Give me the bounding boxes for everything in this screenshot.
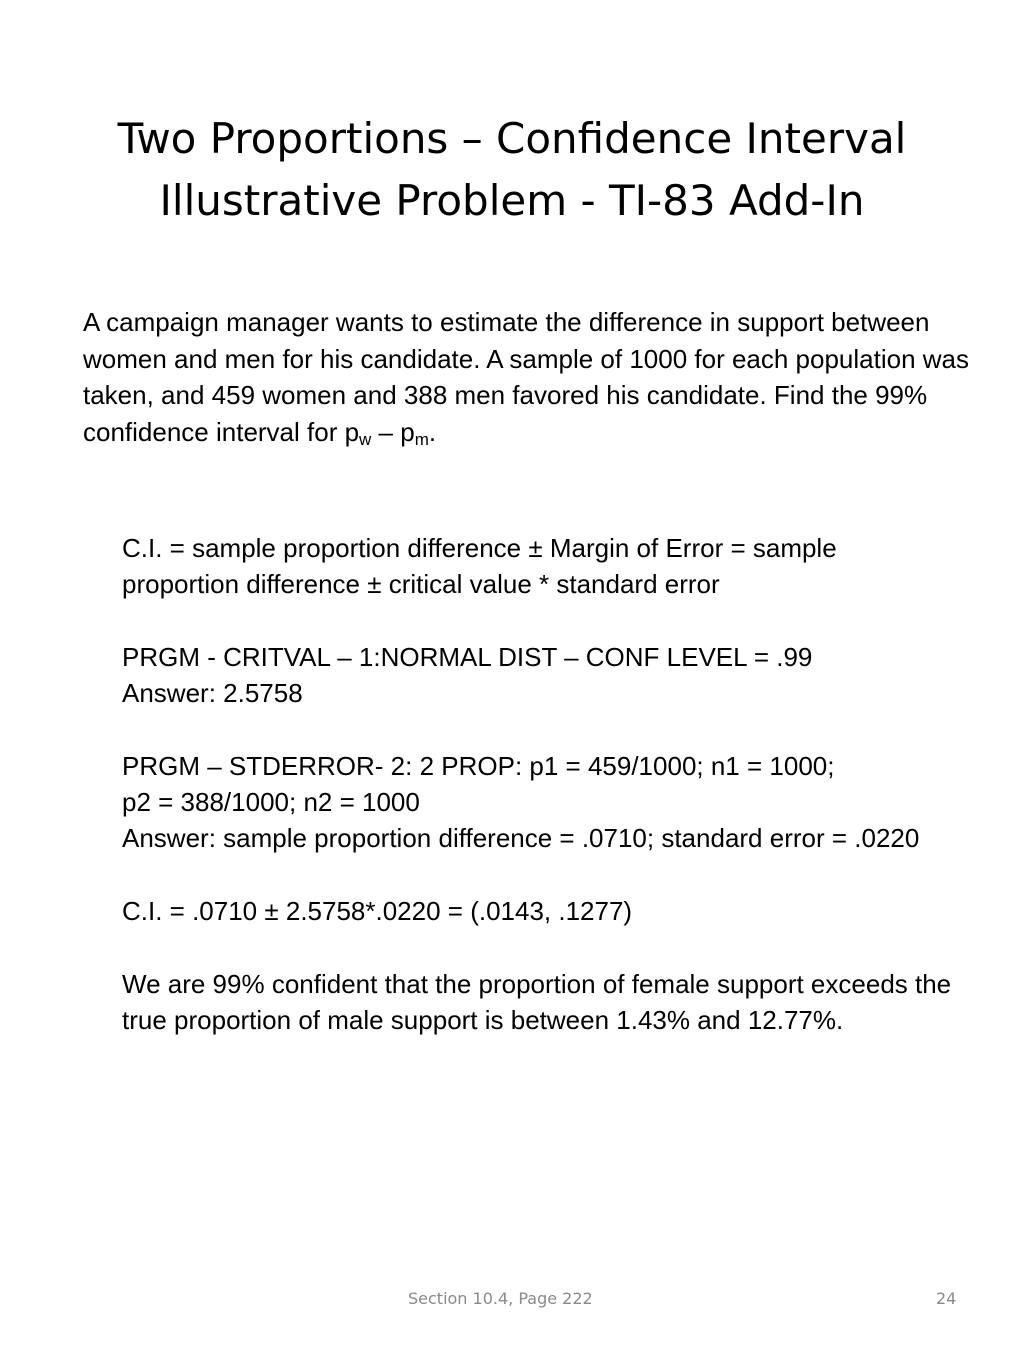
- subscript-m: m: [414, 429, 429, 449]
- slide-title: [0, 108, 1024, 232]
- subscript-w: w: [359, 429, 372, 449]
- slide-title-line-2: Illustrative Problem - TI-83 Add-In: [159, 176, 865, 225]
- ci-formula: C.I. = sample proportion difference ± Margin of Error = sample proportion difference ± critical value * standard error: [122, 533, 837, 600]
- slide-title-line-1: Two Proportions – Confidence Interval: [117, 114, 907, 163]
- stderror-answer: Answer: sample proportion difference = .0710; standard error = .0220: [122, 823, 920, 854]
- problem-statement-end: .: [428, 416, 437, 447]
- problem-statement-text: A campaign manager wants to estimate the difference in support between women and men for his candidate. A sample of 1000 for each population was taken, and 459 women and 388 men favored his candidate. Find the 99% confidence interval for p: [83, 307, 970, 447]
- problem-statement: [83, 304, 983, 450]
- problem-statement-mid: – p: [371, 416, 415, 447]
- stderror-command: PRGM – STDERROR- 2: 2 PROP: p1 = 459/1000; n1 = 1000;: [122, 750, 835, 781]
- critval-command: PRGM - CRITVAL – 1:NORMAL DIST – CONF LEVEL = .99: [122, 641, 813, 672]
- stderror-command-line-2: p2 = 388/1000; n2 = 1000: [122, 787, 420, 818]
- ci-result: C.I. = .0710 ± 2.5758*.0220 = (.0143, .1277): [122, 895, 633, 926]
- solution-steps: [122, 530, 952, 1038]
- slide-number: 24: [936, 1289, 957, 1308]
- conclusion: We are 99% confident that the proportion of female support exceeds the true proportion of male support is between 1.43% and 12.77%.: [122, 968, 952, 1035]
- critval-answer: Answer: 2.5758: [122, 678, 303, 709]
- footer-source: Section 10.4, Page 222: [408, 1289, 593, 1308]
